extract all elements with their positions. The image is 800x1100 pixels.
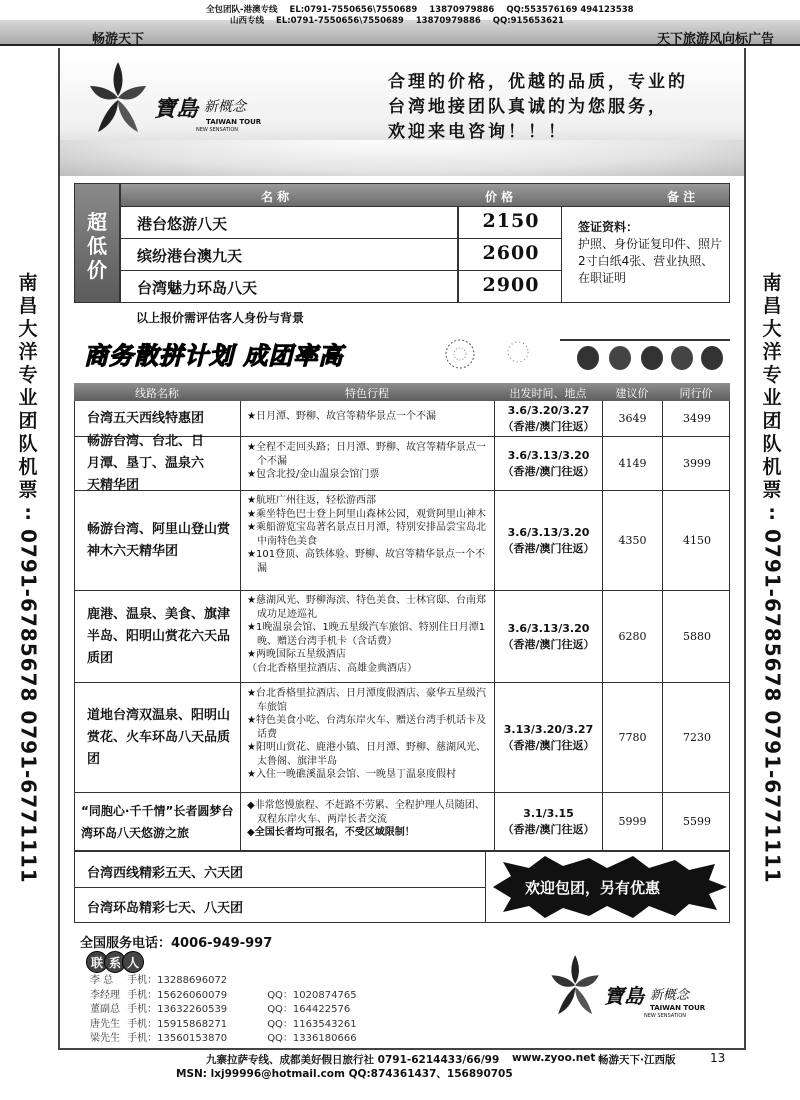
logo-en-sub: NEW SENSATION	[196, 127, 239, 133]
slogan: 合理的价格，优越的品质，专业的 台湾地接团队真诚的为您服务， 欢迎来电咨询！！！	[388, 72, 688, 142]
page-header	[0, 0, 800, 48]
side-left-phone: 0791-6785678 0791-6771111	[16, 529, 41, 884]
table-row: 鹿港、温泉、美食、旗津半岛、阳明山赏花六天品质团 ★慈湖风光、野柳海滨、特色美食、士林官邸、台南郑成功足迹巡礼 ★1晚温泉会馆、1晚五星级汽车旅馆、特别住日月潭1晚、赠送台湾手机卡（含话费） ★两晚国际五星级酒店 （台北香格里拉酒店、高雄金典酒店） 3.6/3.13/3.20 （香港/澳门往返） 6280 5880	[74, 591, 730, 683]
table-row: 畅游台湾、阿里山登山赏神木六天精华团 ★航班广州往返，轻松游西部 ★乘坐特色巴士登上阿里山森林公园，观赏阿里山神木 ★乘船游览宝岛著名景点日月潭，特别安排品尝宝岛北中南特色美食 ★101登顶、高铁体验、野柳、故宫等精华景点一个不漏 3.6/3.13/3.20 （香港/澳门往返） 4350 4150	[74, 491, 730, 591]
special-row: 缤纷港台澳九天 2600	[120, 239, 562, 271]
side-text-right: 南 昌 大 洋 专 业 团 队 机 票 : 0791-6785678 0791-6771111	[760, 272, 785, 884]
footer-line-2: MSN: lxj99996@hotmail.com QQ:874361437、156890705	[176, 1068, 513, 1080]
group-tour-box	[74, 851, 730, 923]
special-row: 港台悠游八天 2150	[120, 207, 562, 239]
table-row: 畅游台湾、台北、日月潭、垦丁、温泉六天精华团 ★全程不走回头路；日月潭、野柳、故宫等精华景点一个不漏 ★包含北投/金山温泉会馆门票 3.6/3.13/3.20 （香港/澳门往返） 4149 3999	[74, 437, 730, 491]
contacts-list	[90, 974, 357, 1047]
list-item: 唐先生 手机：15915868271 QQ：1163543261	[90, 1018, 357, 1030]
section-title: 商务散拼计划 成团率高	[84, 342, 344, 370]
logo-en: TAIWAN TOUR	[206, 118, 262, 126]
footer-line-1: 九寨拉萨专线、成都美好假日旅行社 0791-6214433/66/99	[206, 1054, 500, 1066]
side-text-left: 南 昌 大 洋 专 业 团 队 机 票 : 0791-6785678 0791-6771111	[16, 272, 41, 884]
list-item: 董副总 手机：13632260539 QQ：164422576	[90, 1004, 351, 1015]
table-row: 道地台湾双温泉、阳明山赏花、火车环岛八天品质团 ★台北香格里拉酒店、日月潭度假酒店、豪华五星级汽车旅馆 ★特色美食小吃、台湾东岸火车、赠送台湾手机话卡及话费 ★阳明山赏花、鹿港小镇、日月潭、野柳、慈湖风光、太鲁阁、旗津半岛 ★入住一晚礁溪温泉会馆、一晚垦丁温泉度假村 3.13/3.20/3.27 （香港/澳门往返） 7780 7230	[74, 683, 730, 793]
header-publication-name: 畅游天下	[92, 32, 145, 47]
header-contact-line-2: 山西专线 EL:0791-7550656\7550689 13870979886 QQ:915653621	[230, 16, 564, 26]
special-price-box	[74, 183, 730, 333]
footer-website[interactable]: www.zyoo.net	[512, 1052, 596, 1064]
header-contact-line-1: 全包团队-港澳专线 EL:0791-7550656\7550689 13870979886 QQ:553576169 494123538	[206, 5, 634, 15]
decoration-lanterns-icon	[440, 336, 730, 376]
visa-note: 签证资料： 护照、身份证复印件、照片2寸白纸4张、营业执照、在职证明	[562, 207, 730, 303]
list-item: 梁先生 手机：13560153870 QQ：1336180666	[90, 1033, 357, 1044]
special-footnote: 以上报价需评估客人身份与背景	[136, 311, 305, 325]
logo-bottom: 寶島 新概念 TAIWAN TOUR NEW SENSATION	[546, 950, 736, 1030]
contacts-title: 联 系 人	[86, 951, 140, 973]
special-row: 台湾魅力环岛八天 2900	[120, 271, 562, 303]
list-item: 李经理 手机：15626060079 QQ：1020874765	[90, 989, 357, 1001]
table-row: 台湾五天西线特惠团 ★日月潭、野柳、故宫等精华景点一个不漏 3.6/3.20/3.27 （香港/澳门往返） 3649 3499	[74, 401, 730, 437]
group-tour-line-2: 台湾环岛精彩七天、八天团	[87, 901, 244, 916]
logo-brand-sub: 新概念	[204, 99, 246, 115]
logo-brand: 寶島	[154, 96, 199, 122]
side-right-phone: 0791-6785678 0791-6771111	[760, 529, 785, 884]
special-price-header: 名 称 价 格 备 注	[120, 183, 730, 207]
table-row: “同胞心·千千情”长者圆梦台湾环岛八天悠游之旅 ◆非常悠慢旅程、不赶路不劳累、全程护理人员随团、双程东岸火车、两岸长者交流 ◆全国长者均可报名，不受区域限制！ 3.1/3.15 （香港/澳门往返） 5999 5599	[74, 793, 730, 851]
header-section-name: 天下旅游风向标广告	[656, 32, 774, 47]
service-hotline: 全国服务电话：4006-949-997	[80, 936, 273, 951]
group-offer-text: 欢迎包团，另有优惠	[525, 879, 661, 897]
special-price-tag: 超 低 价	[74, 183, 120, 303]
flower-logo-icon	[546, 950, 606, 1026]
footer-publication: 畅游天下·江西版	[598, 1054, 676, 1066]
tour-table-header: 线路名称 特色行程 出发时间、地点 建议价 同行价	[74, 383, 730, 401]
list-item: 李 总 手机：13288696072	[90, 975, 228, 986]
flower-logo-icon	[84, 56, 154, 146]
page-number: 13	[710, 1051, 726, 1065]
logo	[84, 56, 284, 146]
group-tour-line-1: 台湾西线精彩五天、六天团	[87, 866, 244, 881]
